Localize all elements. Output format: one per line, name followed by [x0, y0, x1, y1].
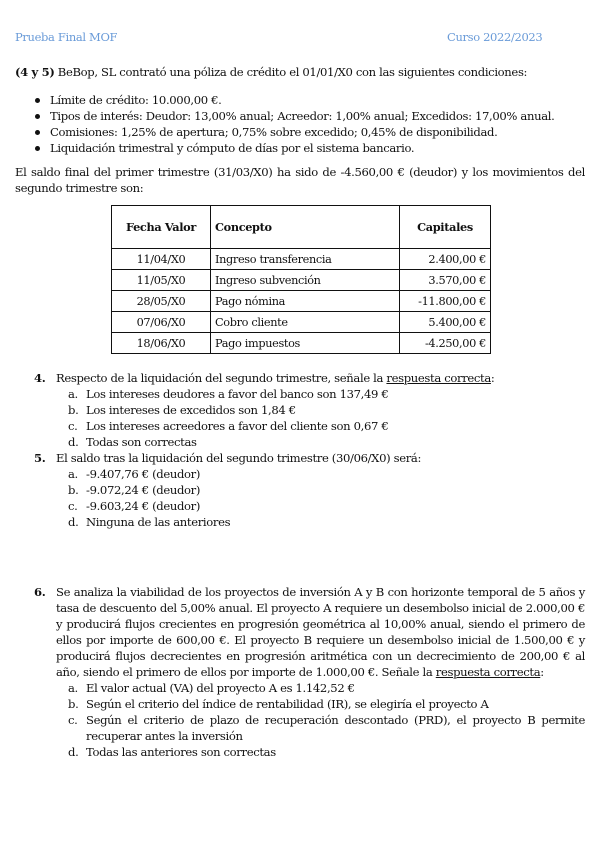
answer-option[interactable] — [56, 696, 585, 712]
option-text: Según el criterio de plazo de recuperación descontado (PRD), el proyecto B permite recuperar antes la inversión — [86, 713, 585, 743]
question-punct: : — [540, 665, 544, 679]
answer-option[interactable] — [56, 434, 585, 450]
question-text: El saldo tras la liquidación del segundo trimestre (30/06/X0) será: — [56, 451, 422, 465]
date-cell: 07/06/X0 — [112, 312, 211, 333]
concept-cell: Ingreso transferencia — [211, 249, 400, 270]
concept-cell: Ingreso subvención — [211, 270, 400, 291]
option-letter: b. — [68, 403, 79, 417]
question-text: Se analiza la viabilidad de los proyectos de inversión A y B con horizonte temporal de 5 años y tasa de descuento del 5,00% anual. El proyecto A requiere un desembolso inicial de 2.000,00 € y producirá flujos crecientes en progresión geométrica al 10,00% anual, siendo el primero de ellos por importe de 600,00 €. El proyecto B requiere un desembolso inicial de 1.500,00 € y producirá flujos decrecientes en progresión aritmética con un decrecimiento de 200,00 € al año, siendo el primero de ellos por importe de 1.000,00 €. Señale la — [56, 585, 585, 679]
intro-text: BeBop, SL contrató una póliza de crédito el 01/01/X0 con las siguientes condiciones: — [54, 65, 528, 79]
option-text: -9.407,76 € (deudor) — [86, 467, 201, 481]
option-text: Los intereses deudores a favor del banco son 137,49 € — [86, 387, 389, 401]
option-text: Los intereses acreedores a favor del cliente son 0,67 € — [86, 419, 389, 433]
answer-option[interactable] — [56, 386, 585, 402]
question-emphasis: respuesta correcta — [386, 371, 491, 385]
table-row — [112, 270, 491, 291]
date-cell: 28/05/X0 — [112, 291, 211, 312]
option-text: Todas son correctas — [86, 435, 197, 449]
option-letter: c. — [68, 499, 78, 513]
concept-cell: Pago nómina — [211, 291, 400, 312]
concept-cell: Pago impuestos — [211, 333, 400, 354]
table-row — [112, 333, 491, 354]
header-left: Prueba Final MOF — [15, 30, 118, 44]
amount-cell: -11.800,00 € — [400, 291, 491, 312]
answer-option[interactable] — [56, 744, 585, 760]
option-letter: c. — [68, 419, 78, 433]
question-4 — [34, 370, 585, 450]
option-letter: c. — [68, 713, 78, 727]
question-text: Respecto de la liquidación del segundo trimestre, señale la — [56, 371, 387, 385]
option-letter: b. — [68, 697, 79, 711]
condition-item: Límite de crédito: 10.000,00 €. — [50, 92, 590, 108]
option-letter: a. — [68, 387, 78, 401]
question-emphasis: respuesta correcta — [435, 665, 541, 679]
answer-option[interactable] — [56, 680, 585, 696]
date-cell: 11/05/X0 — [112, 270, 211, 291]
intro-label: (4 y 5) — [15, 65, 55, 79]
conditions-list — [50, 92, 590, 156]
answer-option[interactable] — [56, 498, 585, 514]
question-punct: : — [490, 371, 495, 385]
intro — [15, 64, 585, 80]
question-number: 5. — [34, 451, 46, 465]
option-text: Según el criterio del índice de rentabilidad (IR), se elegiría el proyecto A — [86, 697, 489, 711]
condition-item: Tipos de interés: Deudor: 13,00% anual; Acreedor: 1,00% anual; Excedidos: 17,00% anual. — [50, 108, 590, 124]
amount-cell: 3.570,00 € — [400, 270, 491, 291]
answer-option[interactable] — [56, 418, 585, 434]
answer-option[interactable] — [56, 514, 585, 530]
answer-option[interactable] — [56, 402, 585, 418]
column-header: Fecha Valor — [112, 206, 211, 249]
movements-table — [111, 205, 491, 354]
answer-option[interactable] — [56, 482, 585, 498]
option-text: -9.603,24 € (deudor) — [86, 499, 201, 513]
saldo-paragraph: El saldo final del primer trimestre (31/03/X0) ha sido de -4.560,00 € (deudor) y los movimientos del segundo trimestre son: — [15, 165, 585, 195]
column-header: Concepto — [211, 206, 400, 249]
amount-cell: 2.400,00 € — [400, 249, 491, 270]
condition-item: Liquidación trimestral y cómputo de días por el sistema bancario. — [50, 140, 590, 156]
option-text: El valor actual (VA) del proyecto A es 1.142,52 € — [86, 681, 355, 695]
header-right: Curso 2022/2023 — [447, 30, 543, 44]
option-text: -9.072,24 € (deudor) — [86, 483, 201, 497]
condition-item: Comisiones: 1,25% de apertura; 0,75% sobre excedido; 0,45% de disponibilidad. — [50, 124, 590, 140]
option-letter: a. — [68, 467, 78, 481]
table-row — [112, 249, 491, 270]
option-letter: d. — [68, 745, 79, 759]
option-text: Todas las anteriores son correctas — [86, 745, 276, 759]
table-row — [112, 312, 491, 333]
amount-cell: 5.400,00 € — [400, 312, 491, 333]
option-text: Ninguna de las anteriores — [86, 515, 231, 529]
table-row — [112, 291, 491, 312]
option-text: Los intereses de excedidos son 1,84 € — [86, 403, 296, 417]
option-letter: a. — [68, 681, 78, 695]
option-letter: d. — [68, 515, 79, 529]
concept-cell: Cobro cliente — [211, 312, 400, 333]
question-number: 4. — [34, 371, 46, 385]
date-cell: 18/06/X0 — [112, 333, 211, 354]
table-header-row — [112, 206, 491, 249]
question-5 — [34, 450, 585, 530]
amount-cell: -4.250,00 € — [400, 333, 491, 354]
date-cell: 11/04/X0 — [112, 249, 211, 270]
option-letter: d. — [68, 435, 79, 449]
answer-option[interactable] — [56, 466, 585, 482]
question-number: 6. — [34, 585, 46, 599]
column-header: Capitales — [400, 206, 491, 249]
option-letter: b. — [68, 483, 79, 497]
answer-option[interactable] — [56, 712, 585, 744]
question-6 — [34, 584, 585, 760]
